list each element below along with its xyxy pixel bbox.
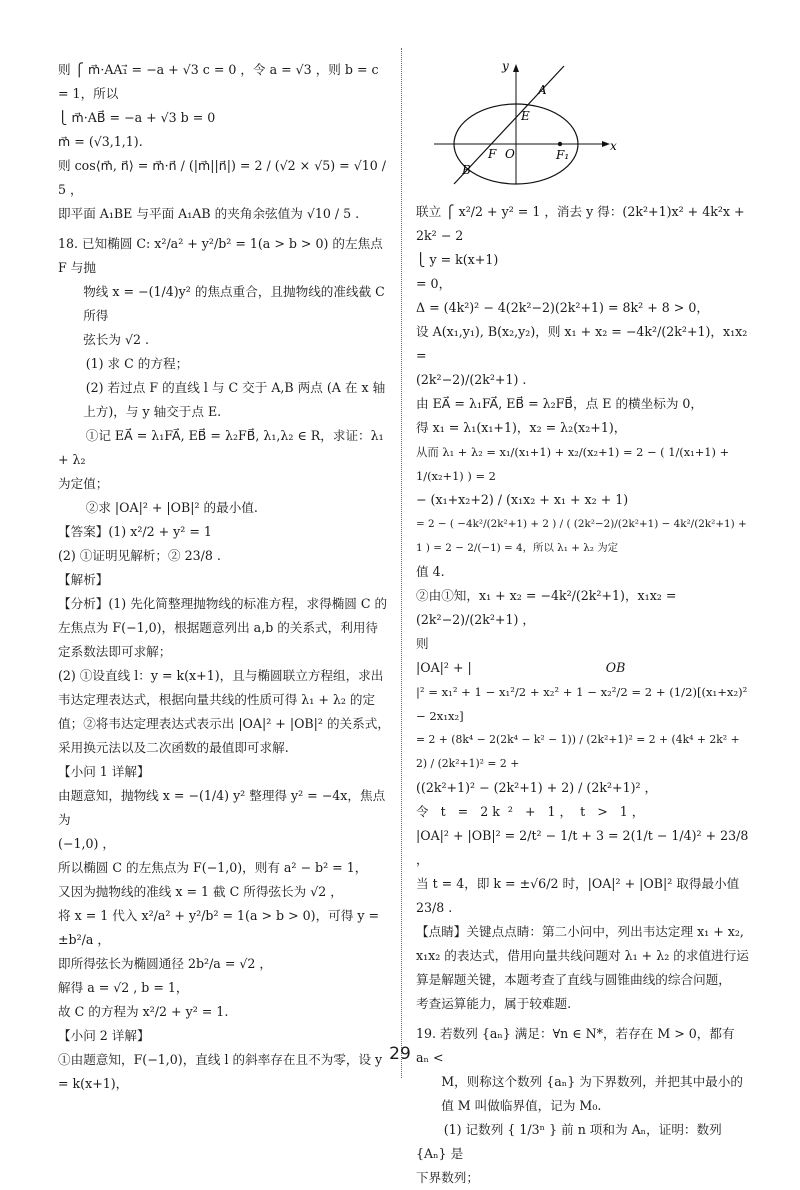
r-line-1b: ⎩ y = k(x+1): [416, 252, 499, 267]
r-line-12: ②由①知，x₁ + x₂ = −4k²/(2k²+1)，x₁x₂ = (2k²−2)/(2k²+1) ，: [416, 588, 677, 627]
dihedral-result: 即平面 A₁BE 与平面 A₁AB 的夹角余弦值为 √10 / 5 .: [58, 206, 360, 221]
q18-sub-2: ②求 |OA|² + |OB|² 的最小值.: [85, 500, 258, 515]
r-line-5: (2k²−2)/(2k²+1) .: [416, 372, 527, 387]
q19-line-3: 值 M 叫做临界值，记为 M₀.: [441, 1098, 602, 1113]
ellipse-figure: [424, 56, 750, 194]
r-line-4: 设 A(x₁,y₁), B(x₂,y₂)，则 x₁ + x₂ = −4k²/(2k²+1)，x₁x₂ =: [416, 324, 748, 363]
s1-line-7: 解得 a = √2 , b = 1，: [58, 980, 189, 995]
s1-line-1: 由题意知，抛物线 x = −(1/4) y² 整理得 y² = −4x，焦点为: [58, 788, 386, 827]
s1-line-5: 将 x = 1 代入 x²/a² + y²/b² = 1(a > b > 0)，可得 y = ±b²/a ，: [58, 908, 380, 947]
r-line-14a: |OA|² + |: [416, 660, 472, 675]
small-q2-heading: 【小问 2 详解】: [58, 1028, 150, 1043]
right-column: [416, 56, 750, 1190]
r-line-16: = 2 + (8k⁴ − 2(2k⁴ − k² − 1)) / (2k²+1)² = 2 + (4k⁴ + 2k² + 2) / (2k²+1)² = 2 +: [416, 733, 740, 770]
q19-line-2: M，则称这个数列 {aₙ} 为下界数列，并把其中最小的: [441, 1074, 743, 1089]
r-line-23: 算是解题关键，本题考查了直线与圆锥曲线的综合问题，: [416, 972, 731, 987]
point-f-label: F: [488, 147, 497, 161]
y-axis-arrow: [513, 64, 519, 72]
r-line-21: 【点睛】关键点点睛：第二小问中，列出韦达定理 x₁ + x₂,: [416, 924, 744, 939]
r-line-10: = 2 − ( −4k²/(2k²+1) + 2 ) / ( (2k²−2)/(2k²+1) − 4k²/(2k²+1) + 1 ) = 2 − 2/(−1) = 4，所以 λ₁ + λ₂ 为定: [416, 518, 747, 554]
q18-stem-1: 18. 已知椭圆 C: x²/a² + y²/b² = 1(a > b > 0) 的左焦点 F 与抛: [58, 236, 383, 275]
cos-line: 则 cos⟨m⃗, n⃗⟩ = m⃗·n⃗ / (|m⃗||n⃗|) = 2 / (√2 × √5) = √10 / 5 ，: [58, 158, 387, 197]
r-line-18: 令 t = 2 k ² + 1 ， t > 1 ，: [416, 804, 645, 819]
point-e-label: E: [521, 109, 530, 123]
r-line-20: 当 t = 4，即 k = ±√6/2 时，|OA|² + |OB|² 取得最小值 23/8 .: [416, 876, 740, 915]
small-q1-heading: 【小问 1 详解】: [58, 764, 150, 779]
column-divider: [401, 48, 402, 1078]
q18-part-2b: 上方)，与 y 轴交于点 E.: [83, 404, 222, 419]
system-line-2: ⎩ m⃗·AB⃗ = −a + √3 b = 0: [58, 110, 216, 125]
m-vector: m⃗ = (√3,1,1).: [58, 134, 143, 149]
q18-sub-1b: 为定值；: [58, 476, 109, 491]
q19-line-4: (1) 记数列 { 1/3ⁿ } 前 n 项和为 Aₙ，证明：数列 {Aₙ} 是: [416, 1122, 722, 1161]
r-line-24: 考查运算能力，属于较难题.: [416, 996, 572, 1011]
system-line-1: 则 ⎧ m⃗·AA₁⃗ = −a + √3 c = 0 ，令 a = √3 ，则 b = c = 1，所以: [58, 62, 379, 101]
r-line-15: |² = x₁² + 1 − x₁²/2 + x₂² + 1 − x₂²/2 = 2 + (1/2)[(x₁+x₂)² − 2x₁x₂]: [416, 685, 748, 723]
page-number: 29: [389, 1044, 411, 1064]
point-b-label: B: [462, 163, 471, 177]
r-line-3: Δ = (4k²)² − 4(2k²−2)(2k²+1) = 8k² + 8 > 0，: [416, 300, 709, 315]
origin-label: O: [505, 147, 515, 161]
s1-line-2: (−1,0) ，: [58, 836, 116, 851]
y-axis-label: y: [502, 59, 509, 73]
r-line-13: 则: [416, 636, 429, 651]
q18-stem-2: 物线 x = −(1/4)y² 的焦点重合，且抛物线的准线截 C 所得: [83, 284, 385, 323]
s1-line-8: 故 C 的方程为 x²/2 + y² = 1.: [58, 1004, 229, 1019]
r-line-19: |OA|² + |OB|² = 2/t² − 1/t + 3 = 2(1/t − 1/4)² + 23/8 ，: [416, 828, 749, 867]
s1-line-4: 又因为抛物线的准线 x = 1 截 C 所得弦长为 √2 ，: [58, 884, 343, 899]
q19-line-1: 19. 若数列 {aₙ} 满足：∀n ∈ N*，若存在 M > 0，都有 aₙ <: [416, 1026, 735, 1065]
answer-1: 【答案】(1) x²/2 + y² = 1: [58, 524, 212, 539]
s2-line-2: = k(x+1)，: [58, 1076, 129, 1091]
fenxi-4: (2) ①设直线 l：y = k(x+1)，且与椭圆联立方程组，求出: [58, 668, 384, 683]
q18-part-2a: (2) 若过点 F 的直线 l 与 C 交于 A,B 两点 (A 在 x 轴: [85, 380, 386, 395]
focus-f1-point: [558, 142, 562, 146]
analysis-heading: 【解析】: [58, 572, 109, 587]
answer-2: (2) ①证明见解析；② 23/8 .: [58, 548, 221, 563]
point-a-label: A: [538, 83, 547, 97]
r-line-7: 得 x₁ = λ₁(x₁+1)，x₂ = λ₂(x₂+1)，: [416, 420, 627, 435]
left-column: [58, 58, 393, 1096]
r-line-14b: OB: [605, 660, 626, 675]
q18-part-1: (1) 求 C 的方程；: [85, 356, 189, 371]
ellipse-diagram: [424, 56, 624, 186]
fenxi-1: 【分析】(1) 先化简整理抛物线的标准方程，求得椭圆 C 的: [58, 596, 388, 611]
q18-sub-1a: ①记 EA⃗ = λ₁FA⃗, EB⃗ = λ₂FB⃗, λ₁,λ₂ ∈ R，求证：λ₁ + λ₂: [58, 428, 384, 467]
r-line-2: = 0，: [416, 276, 452, 291]
r-line-9: − (x₁+x₂+2) / (x₁x₂ + x₁ + x₂ + 1): [416, 492, 629, 507]
s2-line-1: ①由题意知，F(−1,0)，直线 l 的斜率存在且不为零，设 y: [58, 1052, 383, 1067]
r-line-6: 由 EA⃗ = λ₁FA⃗, EB⃗ = λ₂FB⃗，点 E 的横坐标为 0，: [416, 396, 704, 411]
s1-line-3: 所以椭圆 C 的左焦点为 F(−1,0)，则有 a² − b² = 1，: [58, 860, 368, 875]
fenxi-6: 值；②将韦达定理表达式表示出 |OA|² + |OB|² 的关系式，: [58, 716, 390, 731]
fenxi-5: 韦达定理表达式，根据向量共线的性质可得 λ₁ + λ₂ 的定: [58, 692, 376, 707]
x-axis-label: x: [610, 139, 617, 153]
fenxi-2: 左焦点为 F(−1,0)，根据题意列出 a,b 的关系式，利用待: [58, 620, 379, 635]
focus-f1-label: F₁: [556, 148, 570, 162]
r-line-22: x₁x₂ 的表达式，借用向量共线问题对 λ₁ + λ₂ 的求值进行运: [416, 948, 749, 963]
r-line-1: 联立 ⎧ x²/2 + y² = 1 ，消去 y 得：(2k²+1)x² + 4k²x + 2k² − 2: [416, 204, 745, 243]
q19-line-5: 下界数列；: [416, 1170, 479, 1185]
x-axis-arrow: [602, 141, 610, 147]
r-line-11: 值 4.: [416, 564, 445, 579]
r-line-14: [416, 656, 750, 680]
fenxi-3: 定系数法即可求解；: [58, 644, 172, 659]
r-line-17: ((2k²+1)² − (2k²+1) + 2) / (2k²+1)² ，: [416, 780, 658, 795]
fenxi-7: 采用换元法以及二次函数的最值即可求解.: [58, 740, 289, 755]
q18-stem-3: 弦长为 √2 .: [83, 332, 150, 347]
s1-line-6: 即所得弦长为椭圆通径 2b²/a = √2 ，: [58, 956, 273, 971]
r-line-8: 从而 λ₁ + λ₂ = x₁/(x₁+1) + x₂/(x₂+1) = 2 − ( 1/(x₁+1) + 1/(x₂+1) ) = 2: [416, 445, 730, 483]
